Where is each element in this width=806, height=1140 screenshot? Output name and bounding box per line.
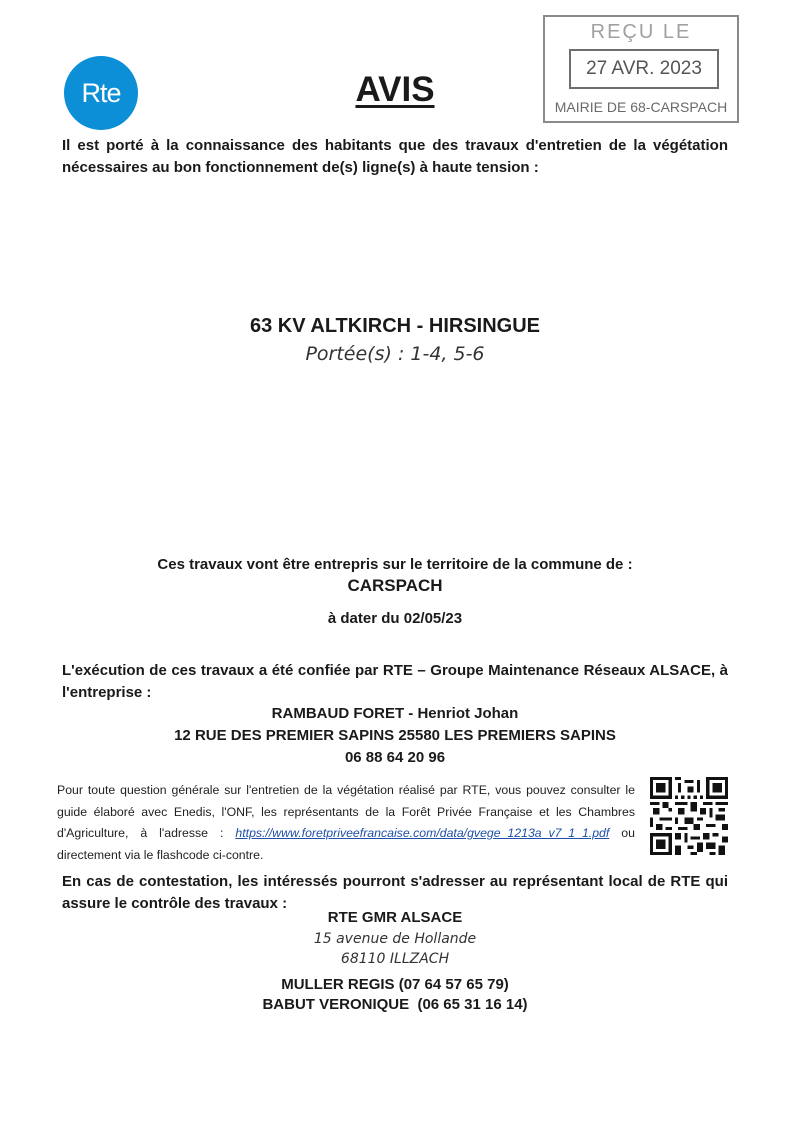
execution-text: L'exécution de ces travaux a été confiée par RTE – Groupe Maintenance Réseaux ALSACE, à l'entreprise : bbox=[62, 662, 728, 701]
rte-contact-street: 15 avenue de Hollande bbox=[313, 931, 477, 947]
commune-name: CARSPACH bbox=[347, 576, 443, 595]
info-text-before: Pour toute question générale sur l'entretien de la végétation réalisé par RTE, vous pouvez consulter le guide élaboré avec Enedis, l'ONF, les représentants de la Forêt Privée Française et les Chambres d'Agriculture, à l'adresse : bbox=[57, 783, 635, 840]
stamp-mairie: MAIRIE DE 68-CARSPACH bbox=[554, 99, 728, 115]
logo-text: Rte bbox=[81, 77, 121, 108]
stamp-date: 27 AVR. 2023 bbox=[569, 49, 719, 89]
contest-text: En cas de contestation, les intéressés pourront s'adresser au représentant local de RTE qui assure le contrôle des travaux : bbox=[62, 873, 728, 912]
company-phone: 06 88 64 20 96 bbox=[344, 749, 446, 766]
stamp-title: REÇU LE bbox=[590, 21, 692, 43]
qr-code-icon bbox=[650, 776, 728, 856]
rte-contact-city: 68110 ILLZACH bbox=[340, 951, 450, 967]
rte-contact-name: RTE GMR ALSACE bbox=[327, 909, 463, 926]
page-title: AVIS bbox=[355, 70, 435, 109]
contact-person-1: MULLER REGIS (07 64 57 65 79) bbox=[281, 976, 509, 993]
contact-person-2: BABUT VERONIQUE (06 65 31 16 14) bbox=[262, 996, 528, 1013]
line-portees: Portée(s) : 1-4, 5-6 bbox=[305, 343, 485, 365]
company-name: RAMBAUD FORET - Henriot Johan bbox=[271, 705, 519, 722]
start-date: à dater du 02/05/23 bbox=[327, 610, 463, 627]
intro-text: Il est porté à la connaissance des habitants que des travaux d'entretien de la végétation nécessaires au bon fonctionnement de(s) ligne(s) à haute tension : bbox=[62, 137, 728, 176]
guide-link[interactable]: https://www.foretpriveefrancaise.com/data/gvege_1213a_v7_1_1.pdf bbox=[235, 826, 610, 840]
info-text-after: ou directement via le flashcode ci-contre. bbox=[57, 826, 635, 862]
info-paragraph bbox=[57, 780, 635, 866]
company-address: 12 RUE DES PREMIER SAPINS 25580 LES PREMIERS SAPINS bbox=[174, 727, 616, 744]
line-name: 63 KV ALTKIRCH - HIRSINGUE bbox=[249, 315, 541, 337]
territory-label: Ces travaux vont être entrepris sur le territoire de la commune de : bbox=[157, 556, 633, 573]
